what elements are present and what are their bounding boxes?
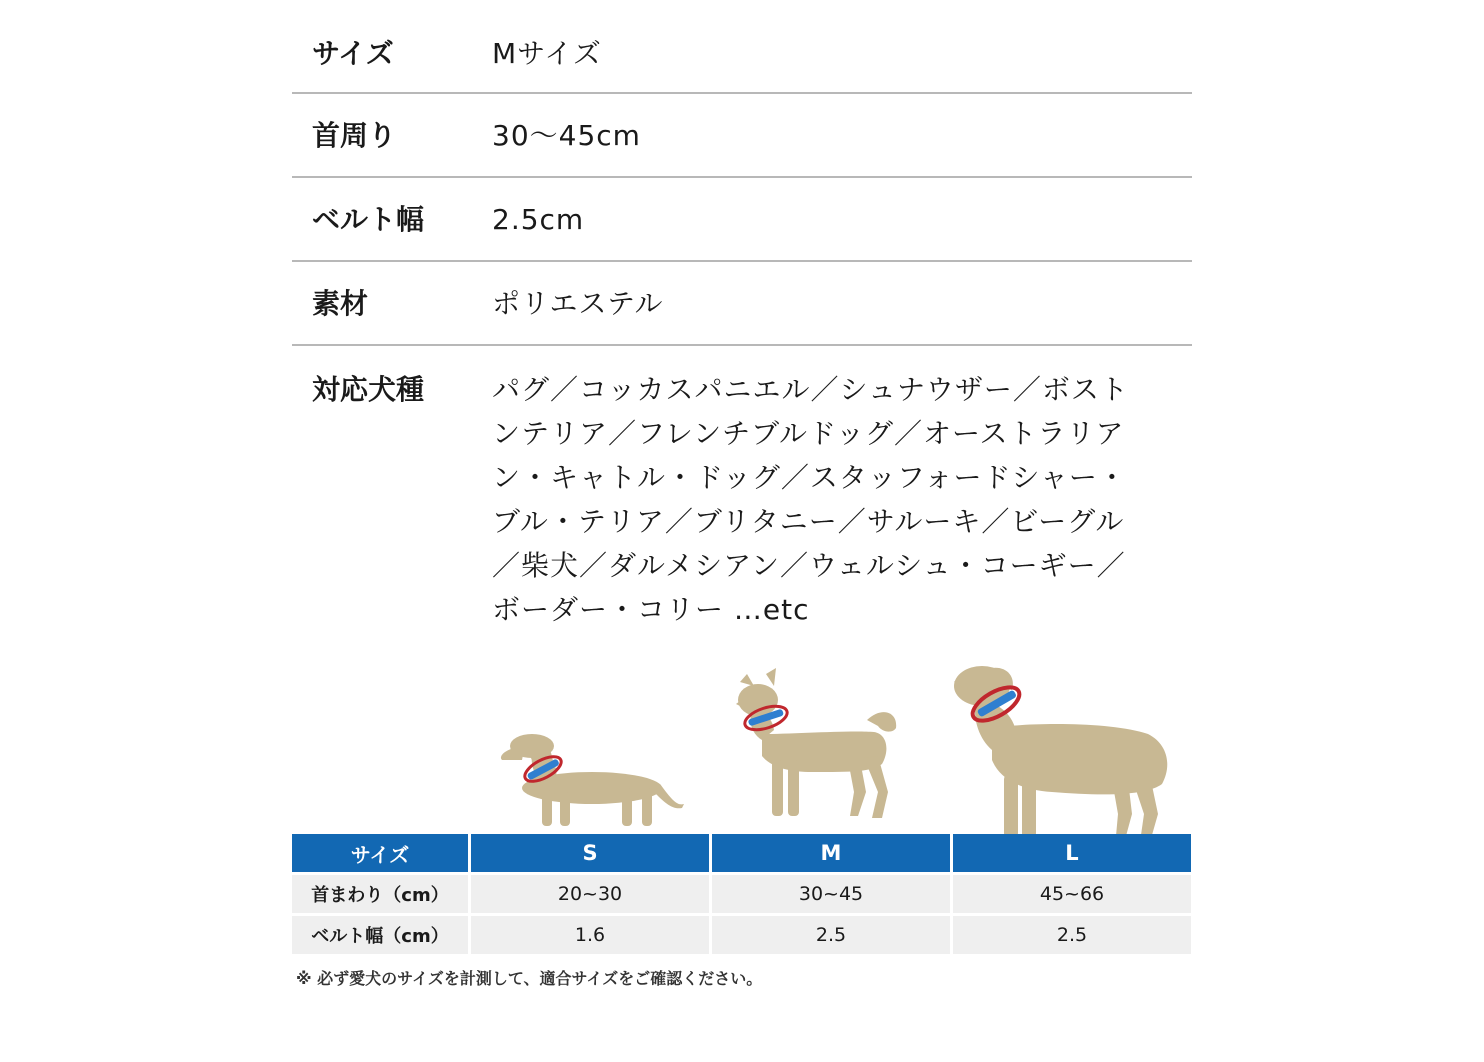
table-cell: 45~66 bbox=[953, 872, 1191, 913]
spec-row-belt-width bbox=[292, 178, 1192, 262]
table-cell: 20~30 bbox=[471, 872, 709, 913]
large-dog-silhouette bbox=[954, 666, 1167, 835]
table-row bbox=[292, 872, 1191, 913]
size-header-s: S bbox=[471, 834, 709, 872]
spec-row-breeds bbox=[292, 346, 1192, 632]
medium-dog-silhouette bbox=[736, 668, 896, 818]
spec-label: 素材 bbox=[312, 287, 369, 320]
spec-label: 対応犬種 bbox=[312, 373, 425, 406]
size-chart-table bbox=[289, 834, 1194, 954]
row-label-belt-width: ベルト幅（cm） bbox=[292, 913, 468, 954]
size-header-row bbox=[292, 834, 1191, 872]
spec-label: サイズ bbox=[312, 37, 394, 70]
dog-silhouettes-svg bbox=[292, 660, 1192, 835]
spec-value: 2.5cm bbox=[492, 203, 585, 236]
sizing-note: ※ 必ず愛犬のサイズを計測して、適合サイズをご確認ください。 bbox=[296, 969, 763, 988]
table-cell: 2.5 bbox=[712, 913, 950, 954]
spec-row-size bbox=[292, 12, 1192, 94]
table-cell: 1.6 bbox=[471, 913, 709, 954]
dog-size-illustration bbox=[292, 660, 1192, 835]
row-label-neck: 首まわり（cm） bbox=[292, 872, 468, 913]
spec-value: パグ／コッカスパニエル／シュナウザー／ボストンテリア／フレンチブルドッグ／オーストラリアン・キャトル・ドッグ／スタッフォードシャー・ブル・テリア／ブリタニー／サルーキ／ビーグル／柴犬／ダルメシアン／ウェルシュ・コーギー／ボーダー・コリー …etc bbox=[492, 373, 1129, 626]
spec-list bbox=[292, 12, 1192, 632]
table-cell: 2.5 bbox=[953, 913, 1191, 954]
table-row bbox=[292, 913, 1191, 954]
size-header-m: M bbox=[712, 834, 950, 872]
spec-value: ポリエステル bbox=[492, 287, 664, 320]
spec-label: 首周り bbox=[312, 119, 397, 152]
table-cell: 30~45 bbox=[712, 872, 950, 913]
spec-row-neck bbox=[292, 94, 1192, 178]
spec-value: 30〜45cm bbox=[492, 119, 641, 152]
size-header-label: サイズ bbox=[292, 834, 468, 872]
spec-label: ベルト幅 bbox=[312, 203, 425, 236]
spec-value: Mサイズ bbox=[492, 37, 602, 70]
size-header-l: L bbox=[953, 834, 1191, 872]
spec-row-material bbox=[292, 262, 1192, 346]
